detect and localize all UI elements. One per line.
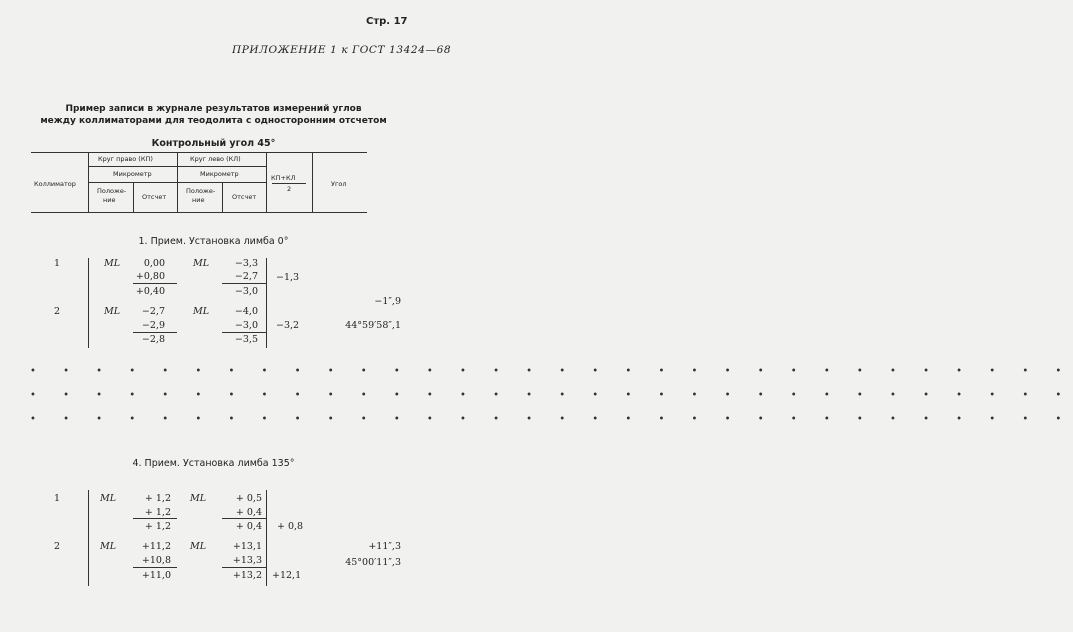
reading-cell: −4,0 bbox=[234, 306, 258, 317]
header-reading-right: Отсчет bbox=[142, 193, 167, 201]
reading-cell: + 1,2 bbox=[144, 493, 171, 504]
collimator-1: 1 bbox=[54, 258, 61, 269]
header-collimator: Коллиматор bbox=[34, 180, 76, 188]
header-position-left-1: Положе- bbox=[186, 187, 216, 195]
omission-dots: • • • • • • • • • • • • • • • • • • • • • • • • • • • • • • • • bbox=[30, 414, 1073, 425]
position-ml: ML bbox=[193, 306, 210, 317]
control-angle-title: Контрольный угол 45° bbox=[151, 138, 276, 149]
header-position-left-2: ние bbox=[192, 196, 205, 204]
section-2-title: 4. Прием. Установка лимба 135° bbox=[132, 458, 295, 469]
reading-cell: −2,9 bbox=[141, 320, 165, 331]
appendix-header: ПРИЛОЖЕНИЕ 1 к ГОСТ 13424—68 bbox=[232, 44, 452, 56]
reading-cell: −3,5 bbox=[234, 334, 258, 345]
header-left-circle: Круг лево (КЛ) bbox=[190, 155, 241, 163]
reading-cell: + 0,4 bbox=[235, 521, 262, 532]
average-cell: + 0,8 bbox=[277, 521, 304, 532]
angle-value: 45°00′11″,3 bbox=[345, 557, 401, 568]
section-1-title: 1. Прием. Установка лимба 0° bbox=[138, 236, 289, 247]
reading-cell: 0,00 bbox=[143, 258, 165, 269]
reading-cell: −3,3 bbox=[234, 258, 258, 269]
header-micrometer-right: Микрометр bbox=[113, 170, 152, 178]
reading-cell: + 0,5 bbox=[235, 493, 262, 504]
position-ml: ML bbox=[190, 493, 207, 504]
position-ml: ML bbox=[104, 258, 121, 269]
reading-cell: +0,40 bbox=[135, 286, 165, 297]
header-average-denominator: 2 bbox=[287, 185, 292, 193]
position-ml: ML bbox=[104, 306, 121, 317]
position-ml: ML bbox=[190, 541, 207, 552]
angle-value: +11″,3 bbox=[368, 541, 401, 552]
reading-cell: +13,1 bbox=[232, 541, 262, 552]
collimator-1: 1 bbox=[54, 493, 61, 504]
position-ml: ML bbox=[193, 258, 210, 269]
doc-title-line-2: между коллиматорами для теодолита с односторонним отсчетом bbox=[40, 116, 387, 126]
reading-cell: −2,8 bbox=[141, 334, 165, 345]
reading-cell: + 0,4 bbox=[235, 507, 262, 518]
header-micrometer-left: Микрометр bbox=[200, 170, 239, 178]
reading-cell: +13,2 bbox=[232, 570, 262, 581]
omission-dots: • • • • • • • • • • • • • • • • • • • • • • • • • • • • • • • • bbox=[30, 390, 1073, 401]
header-position-right-1: Положе- bbox=[97, 187, 127, 195]
reading-cell: + 1,2 bbox=[144, 521, 171, 532]
reading-cell: + 1,2 bbox=[144, 507, 171, 518]
reading-cell: +11,0 bbox=[141, 570, 171, 581]
header-right-circle: Круг право (КП) bbox=[98, 155, 153, 163]
reading-cell: −2,7 bbox=[234, 271, 258, 282]
reading-cell: −3,0 bbox=[234, 320, 258, 331]
reading-cell: +10,8 bbox=[141, 555, 171, 566]
header-reading-left: Отсчет bbox=[232, 193, 257, 201]
omission-dots: • • • • • • • • • • • • • • • • • • • • • • • • • • • • • • • • bbox=[30, 366, 1073, 377]
position-ml: ML bbox=[100, 541, 117, 552]
collimator-2: 2 bbox=[54, 306, 61, 317]
header-average-numerator: КП+КЛ bbox=[271, 174, 296, 182]
average-cell: +12,1 bbox=[272, 570, 302, 581]
angle-value: −1″,9 bbox=[374, 296, 401, 307]
header-position-right-2: ние bbox=[103, 196, 116, 204]
average-cell: −3,2 bbox=[276, 320, 300, 331]
angle-value: 44°59′58″,1 bbox=[345, 320, 401, 331]
doc-title-line-1: Пример записи в журнале результатов измерений углов bbox=[65, 104, 362, 114]
reading-cell: −3,0 bbox=[234, 286, 258, 297]
page-number: Стр. 17 bbox=[366, 16, 408, 27]
header-angle: Угол bbox=[331, 180, 347, 188]
position-ml: ML bbox=[100, 493, 117, 504]
reading-cell: +0,80 bbox=[135, 271, 165, 282]
reading-cell: −2,7 bbox=[141, 306, 165, 317]
collimator-2: 2 bbox=[54, 541, 61, 552]
average-cell: −1,3 bbox=[276, 272, 300, 283]
reading-cell: +13,3 bbox=[232, 555, 262, 566]
reading-cell: +11,2 bbox=[141, 541, 171, 552]
